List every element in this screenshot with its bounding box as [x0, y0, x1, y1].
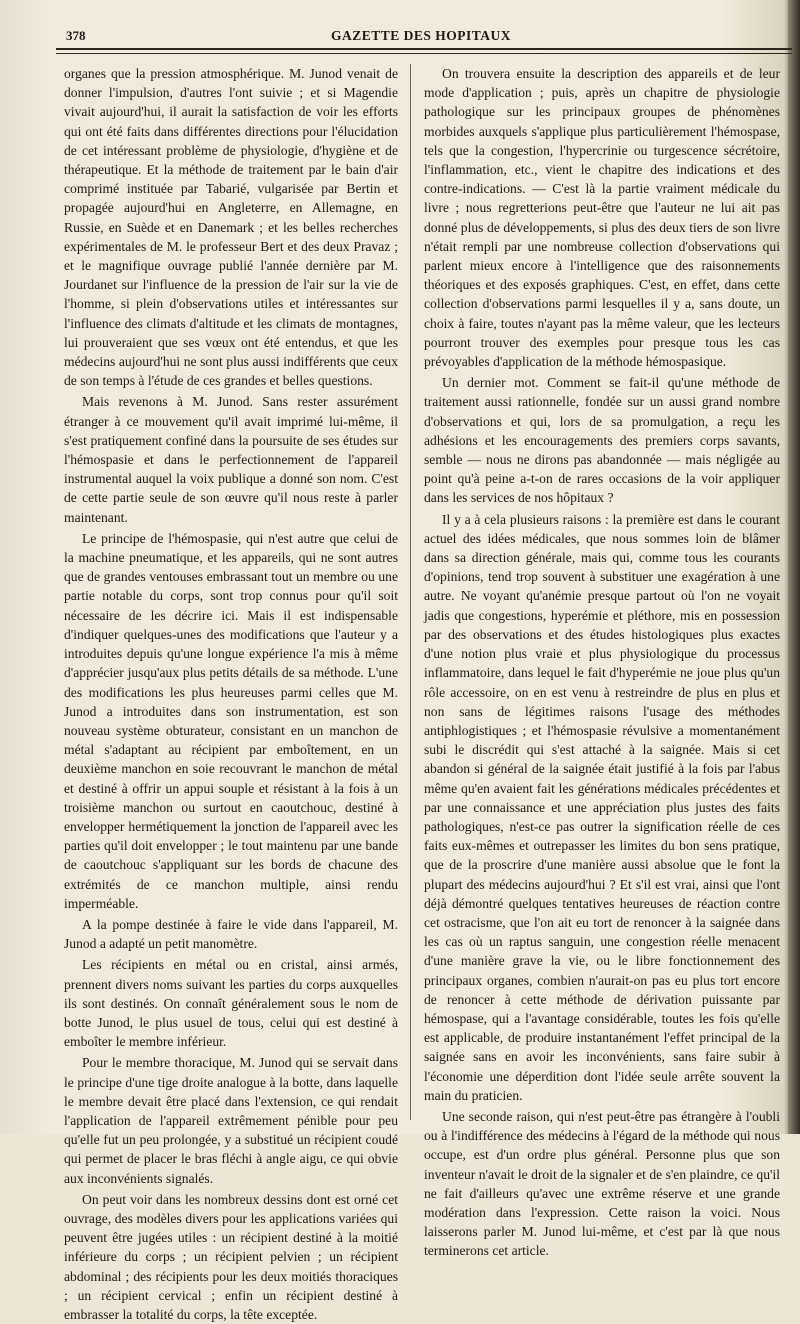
paragraph: A la pompe destinée à faire le vide dans l'appareil, M. Junod a adapté un petit manomètre.	[64, 916, 398, 952]
right-column	[424, 64, 780, 1259]
paragraph: Un dernier mot. Comment se fait-il qu'une méthode de traitement aussi rationnelle, fondée sur un aussi grand nombre d'observations et qui, lors de sa promulgation, a reçu les adhésions et les encouragements des premiers corps savants, semble — nous ne dirons pas abandonnée — mais négligée au point qu'à peine a-t-on de rares occasions de la voir appliquer dans les services de nos hôpitaux ?	[424, 375, 780, 506]
page-edge	[788, 0, 800, 1134]
header-rule-thin	[56, 53, 792, 54]
paragraph: Le principe de l'hémospasie, qui n'est autre que celui de la machine pneumatique, et les appareils, qui ne sont autres que de grandes ventouses embrassant tout un membre ou une partie notable du corps, sont trop connus pour qu'il soit nécessaire de les décrire ici. Mais il est indispensable d'indiquer quelques-unes des modifications que l'auteur y a introduites depuis qu'une longue expérience l'a mis à même d'apprécier jusqu'aux plus petits détails de sa méthode. L'une des modifications les plus heureuses parmi celles que M. Junod a introduites dans son instrumentation, est son nouveau système obturateur, consistant en un manchon de métal s'adaptant au récipient par emboîtement, en un deuxième manchon en soie recouvrant le manchon de métal et destiné à offrir un appui souple et résistant à la fois à un troisième manchon ou surtout en caoutchouc, destiné à envelopper hermétiquement la jonction de l'appareil avec les parties qu'il doit envelopper ; le tout maintenu par une bande de caoutchouc s'appliquant sur les bords de chacune des extrémités de ce manchon multiple, ainsi rendu imperméable.	[64, 530, 398, 911]
paragraph: organes que la pression atmosphérique. M. Junod venait de donner l'impulsion, d'autres l'ont suivie ; et si Magendie vivait aujourd'hui, il aurait la satisfaction de voir les efforts qui ont été faits dans différentes directions pour l'élucidation de cet intéressant problème de physiologie, d'hygiène et de thérapeutique. Et la méthode de traitement par le bain d'air comprimé instituée par Tabarié, vulgarisée par Bertin et propagée aujourd'hui en Angleterre, en Allemagne, en Russie, en Suède et en Danemark ; et les belles recherches expérimentales de M. le professeur Bert et des deux Pravaz ; et le magnifique ouvrage publié l'année dernière par M. Jourdanet sur l'influence de la pression de l'air sur la vie de l'homme, si plein d'observations utiles et intéressantes sur l'influence des climats d'altitude et les climats de montagnes, lui prouveraient que ses vœux ont été entendus, et que les médecins aujourd'hui ne sont plus aussi indifférents que ceux de son temps à l'étude de ces grandes et belles questions.	[64, 66, 398, 389]
paragraph: Les récipients en métal ou en cristal, ainsi armés, prennent divers noms suivant les parties du corps auxquelles ils sont destinés. On connaît généralement sous le nom de botte Junod, le plus usuel de tous, celui qui est destiné à emboîter le membre inférieur.	[64, 957, 398, 1050]
paragraph: Pour le membre thoracique, M. Junod qui se servait dans le principe d'une tige droite analogue à la botte, dans laquelle le membre devait être placé dans l'extension, ce qui rendait l'application de l'appareil extrêmement pénible pour peu qu'elle fut un peu prolongée, y a substitué un récipient coudé qui permet de placer le bras fléchi à angle aigu, ce qui obvie aux inconvénients signalés.	[64, 1055, 398, 1186]
paragraph: On trouvera ensuite la description des appareils et de leur mode d'application ; puis, après un chapitre de physiologie pathologique sur les principaux groupes de phénomènes morbides auxquels s'applique plus particulièrement l'hémospase, tels que la congestion, l'hypercrinie ou turgescence sécrétoire, l'inflammation, etc., vient le chapitre des indications et des contre-indications. — C'est là la partie vraiment médicale du livre ; nous regretterions peut-être que l'auteur ne lui ait pas donné plus de développements, si plus des deux tiers de son livre n'était rempli par une nombreuse collection d'observations qui parlent mieux encore à l'intelligence que des raisonnements théoriques et des exposés graphiques. C'est, en effet, dans cette collection d'observations parmi lesquelles il y a, sans doute, un choix à faire, toutes n'ayant pas la même valeur, que les lecteurs pourront trouver des exemples pour presque tous les cas prévoyables d'application de la méthode hémospasique.	[424, 66, 780, 370]
column-divider	[410, 64, 411, 1120]
header-rule-thick	[56, 48, 792, 50]
paragraph: Il y a à cela plusieurs raisons : la première est dans le courant actuel des idées médicales, que nous sommes loin de blâmer dans sa direction générale, mais qui, comme tous les courants d'opinions, tend trop souvent à substituer une exagération à une autre. Ne voyant qu'anémie presque partout où l'on ne voyait jadis que congestions, hyperémie et pléthore, mis en possession par des observations et des études histologiques plus exactes d'une notion plus vraie et plus physiologique du processus inflammatoire, dans lequel le fait d'hyperémie ne joue plus qu'un rôle accessoire, on en est venu à restreindre de plus en plus et non sans de légitimes raisons l'usage des méthodes antiphlogistiques ; et l'hémospasie révulsive a momentanément subi le discrédit qui s'est attaché à la saignée. Mais si cet abandon si général de la saignée était justifié à la fois par l'abus même qu'en avaient fait les générations médicales précédentes et par une connaissance et une appréciation plus justes des faits pathologiques, n'est-ce pas outrer la signification réelle de ces faits eux-mêmes et outrepasser les limites du bon sens pratique, que de la proscrire d'une manière aussi absolue que le font la plupart des médecins aujourd'hui ? Et s'il est vrai, ainsi que l'ont déjà démontré quelques tentatives heureuses de réaction contre cet ostracisme, que l'on ait eu tort de renoncer à la saignée dans les cas où un raptus sanguin, une congestion réelle menacent d'une manière grave la vie, ou le libre fonctionnement des principaux organes, combien n'aurait-on pas eu plus tort encore de renoncer à cette méthode de dérivation puissante par hémospase, qui a l'avantage considérable, toutes les fois qu'elle est applicable, de produire instantanément l'effet principal de la saignée sans en avoir les inconvénients, sans faire subir à l'économie une déperdition dont l'idée seule arrête souvent la main du praticien.	[424, 511, 780, 1103]
paragraph: On peut voir dans les nombreux dessins dont est orné cet ouvrage, des modèles divers pour les applications variées qui peuvent être jugées utiles : un récipient destiné à la moitié inférieure du corps ; un récipient pelvien ; un récipient abdominal ; des récipients pour les deux moitiés thoraciques ; un récipient cervical ; enfin un récipient destiné à embrasser la totalité du corps, la tête exceptée.	[64, 1191, 398, 1322]
left-column	[64, 64, 398, 1322]
paragraph: Une seconde raison, qui n'est peut-être pas étrangère à l'oubli ou à l'indifférence des médecins à l'égard de la méthode qui nous occupe, est d'un ordre plus général. Personne plus que son inventeur n'avait le droit de la signaler et de s'en plaindre, ce qu'il ne fait d'ailleurs qu'avec une extrême réserve et une grande modération dans l'expression. Cette raison la voici. Nous laisserons parler M. Junod lui-même, et c'est par là que nous terminerons cet article.	[424, 1108, 780, 1259]
page-number: 378	[66, 28, 86, 43]
journal-title: GAZETTE DES HOPITAUX	[330, 28, 512, 43]
page-header	[56, 26, 786, 48]
paragraph: Mais revenons à M. Junod. Sans rester assurément étranger à ce mouvement qu'il avait imprimé lui-même, il s'est pratiquement confiné dans la poursuite de ses études sur l'hémospasie et dans le perfectionnement de l'appareil instrumental auquel la voix publique a donné son nom. C'est de cette partie seule de son œuvre qu'il nous reste à parler maintenant.	[64, 394, 398, 525]
